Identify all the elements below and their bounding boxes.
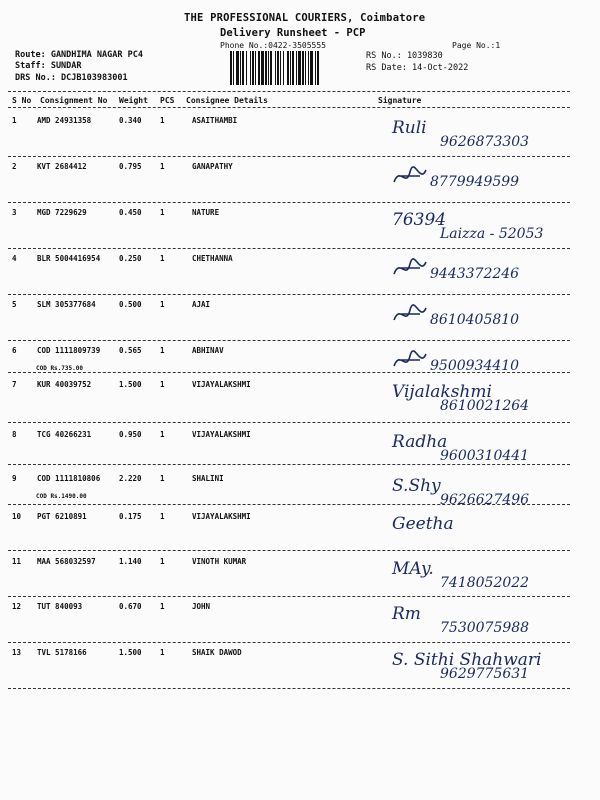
- row-weight: 0.795: [119, 162, 142, 171]
- row-divider: [8, 688, 570, 689]
- row-signature-name: S. Sithi Shahwari: [392, 650, 542, 670]
- row-pcs: 1: [160, 162, 165, 171]
- row-signature-name: 76394: [392, 210, 447, 230]
- row-pcs: 1: [160, 254, 165, 263]
- row-weight: 0.340: [119, 116, 142, 125]
- route-label: Route: GANDHIMA NAGAR PC4: [15, 50, 143, 60]
- phone-number: Phone No.:0422-3505555: [220, 41, 326, 50]
- row-signature-name: Ruli: [392, 118, 427, 138]
- row-consignment-no: KVT 2684412: [37, 162, 87, 171]
- row-pcs: 1: [160, 648, 165, 657]
- rs-date: RS Date: 14-Oct-2022: [366, 63, 469, 73]
- row-sno: 4: [12, 254, 17, 263]
- row-consignee: VIJAYALAKSHMI: [192, 512, 251, 521]
- row-signature-name: Vijalakshmi: [392, 382, 492, 402]
- row-signature-phone: 8610405810: [430, 312, 520, 328]
- row-weight: 1.500: [119, 380, 142, 389]
- row-divider: [8, 464, 570, 465]
- row-signature-name: Rm: [392, 604, 421, 624]
- row-consignee: CHETHANNA: [192, 254, 233, 263]
- row-divider: [8, 642, 570, 643]
- row-signature-name: Radha: [392, 432, 448, 452]
- row-signature-phone: 9626627496: [440, 492, 530, 508]
- row-pcs: 1: [160, 300, 165, 309]
- col-header-sno: S No: [12, 96, 32, 105]
- row-consignment-no: PGT 6210891: [37, 512, 87, 521]
- row-signature-phone: 8610021264: [440, 398, 530, 414]
- row-weight: 1.140: [119, 557, 142, 566]
- row-consignee: SHALINI: [192, 474, 224, 483]
- row-sno: 1: [12, 116, 17, 125]
- row-consignment-no: COD 1111810806: [37, 474, 101, 483]
- row-consignment-no: TVL 5178166: [37, 648, 87, 657]
- row-cod-amount: COD Rs.1490.00: [36, 493, 87, 500]
- barcode-image: [230, 51, 354, 85]
- row-consignment-no: AMD 24931358: [37, 116, 92, 125]
- row-divider: [8, 504, 570, 505]
- row-signature-name: MAy.: [392, 559, 434, 579]
- signature-scribble: [390, 256, 430, 282]
- row-sno: 12: [12, 602, 22, 611]
- row-consignee: VINOTH KUMAR: [192, 557, 247, 566]
- row-signature-phone: 9443372246: [430, 266, 520, 282]
- page-number: Page No.:1: [452, 41, 501, 50]
- row-consignment-no: BLR 5004416954: [37, 254, 101, 263]
- row-consignee: SHAIK DAWOD: [192, 648, 242, 657]
- row-divider: [8, 596, 570, 597]
- row-consignment-no: SLM 305377684: [37, 300, 96, 309]
- row-sno: 5: [12, 300, 17, 309]
- rs-number: RS No.: 1039830: [366, 51, 443, 61]
- row-consignment-no: MAA 568032597: [37, 557, 96, 566]
- row-divider: [8, 422, 570, 423]
- row-pcs: 1: [160, 474, 165, 483]
- row-signature-phone: 9500934410: [430, 358, 520, 374]
- row-divider: [8, 372, 570, 373]
- row-weight: 0.500: [119, 300, 142, 309]
- row-weight: 2.220: [119, 474, 142, 483]
- row-weight: 0.670: [119, 602, 142, 611]
- col-header-weight: Weight: [119, 96, 148, 105]
- signature-scribble: [390, 302, 430, 328]
- row-weight: 0.175: [119, 512, 142, 521]
- row-signature-phone: 8779949599: [430, 174, 520, 190]
- row-pcs: 1: [160, 430, 165, 439]
- signature-scribble: [390, 348, 430, 374]
- row-consignee: JOHN: [192, 602, 211, 611]
- row-sno: 8: [12, 430, 17, 439]
- row-consignment-no: TUT 840093: [37, 602, 83, 611]
- col-header-signature: Signature: [378, 96, 422, 105]
- row-signature-phone: 9626873303: [440, 134, 530, 150]
- col-header-consignment: Consignment No: [40, 96, 108, 105]
- row-sno: 6: [12, 346, 17, 355]
- row-consignment-no: KUR 40039752: [37, 380, 92, 389]
- row-weight: 1.500: [119, 648, 142, 657]
- row-divider: [8, 340, 570, 341]
- row-pcs: 1: [160, 380, 165, 389]
- row-consignment-no: MGD 7229629: [37, 208, 87, 217]
- row-divider: [8, 550, 570, 551]
- row-signature-phone: 7530075988: [440, 620, 530, 636]
- staff-label: Staff: SUNDAR: [15, 61, 82, 71]
- row-divider: [8, 248, 570, 249]
- row-sno: 9: [12, 474, 17, 483]
- row-divider: [8, 294, 570, 295]
- row-weight: 0.250: [119, 254, 142, 263]
- row-sno: 11: [12, 557, 22, 566]
- row-consignee: AJAI: [192, 300, 211, 309]
- row-pcs: 1: [160, 512, 165, 521]
- row-signature-phone: 7418052022: [440, 575, 530, 591]
- document-subtitle: Delivery Runsheet - PCP: [220, 27, 366, 39]
- row-consignee: VIJAYALAKSHMI: [192, 380, 251, 389]
- row-pcs: 1: [160, 602, 165, 611]
- row-sno: 3: [12, 208, 17, 217]
- row-signature-name: S.Shy: [392, 476, 441, 496]
- header-bottom-divider: [8, 107, 570, 108]
- signature-scribble: [390, 164, 430, 190]
- row-consignee: ABHINAV: [192, 346, 224, 355]
- col-header-consignee: Consignee Details: [186, 96, 268, 105]
- row-pcs: 1: [160, 208, 165, 217]
- row-consignee: VIJAYALAKSHMI: [192, 430, 251, 439]
- row-consignment-no: TCG 40266231: [37, 430, 92, 439]
- row-cod-amount: COD Rs.735.00: [36, 365, 83, 372]
- row-consignee: ASAITHAMBI: [192, 116, 238, 125]
- row-sno: 10: [12, 512, 22, 521]
- row-divider: [8, 202, 570, 203]
- drs-number: DRS No.: DCJB103983001: [15, 73, 128, 83]
- row-signature-phone: Laizza - 52053: [440, 226, 544, 242]
- row-pcs: 1: [160, 557, 165, 566]
- col-header-pcs: PCS: [160, 96, 175, 105]
- document-title: THE PROFESSIONAL COURIERS, Coimbatore: [184, 12, 426, 24]
- row-pcs: 1: [160, 346, 165, 355]
- row-pcs: 1: [160, 116, 165, 125]
- row-weight: 0.565: [119, 346, 142, 355]
- header-top-divider: [8, 91, 570, 92]
- row-weight: 0.950: [119, 430, 142, 439]
- row-signature-name: Geetha: [392, 514, 454, 534]
- row-sno: 7: [12, 380, 17, 389]
- row-consignment-no: COD 1111809739: [37, 346, 101, 355]
- row-signature-phone: 9600310441: [440, 448, 530, 464]
- row-consignee: NATURE: [192, 208, 220, 217]
- row-consignee: GANAPATHY: [192, 162, 233, 171]
- row-sno: 13: [12, 648, 22, 657]
- row-sno: 2: [12, 162, 17, 171]
- row-divider: [8, 156, 570, 157]
- row-weight: 0.450: [119, 208, 142, 217]
- row-signature-phone: 9629775631: [440, 666, 530, 682]
